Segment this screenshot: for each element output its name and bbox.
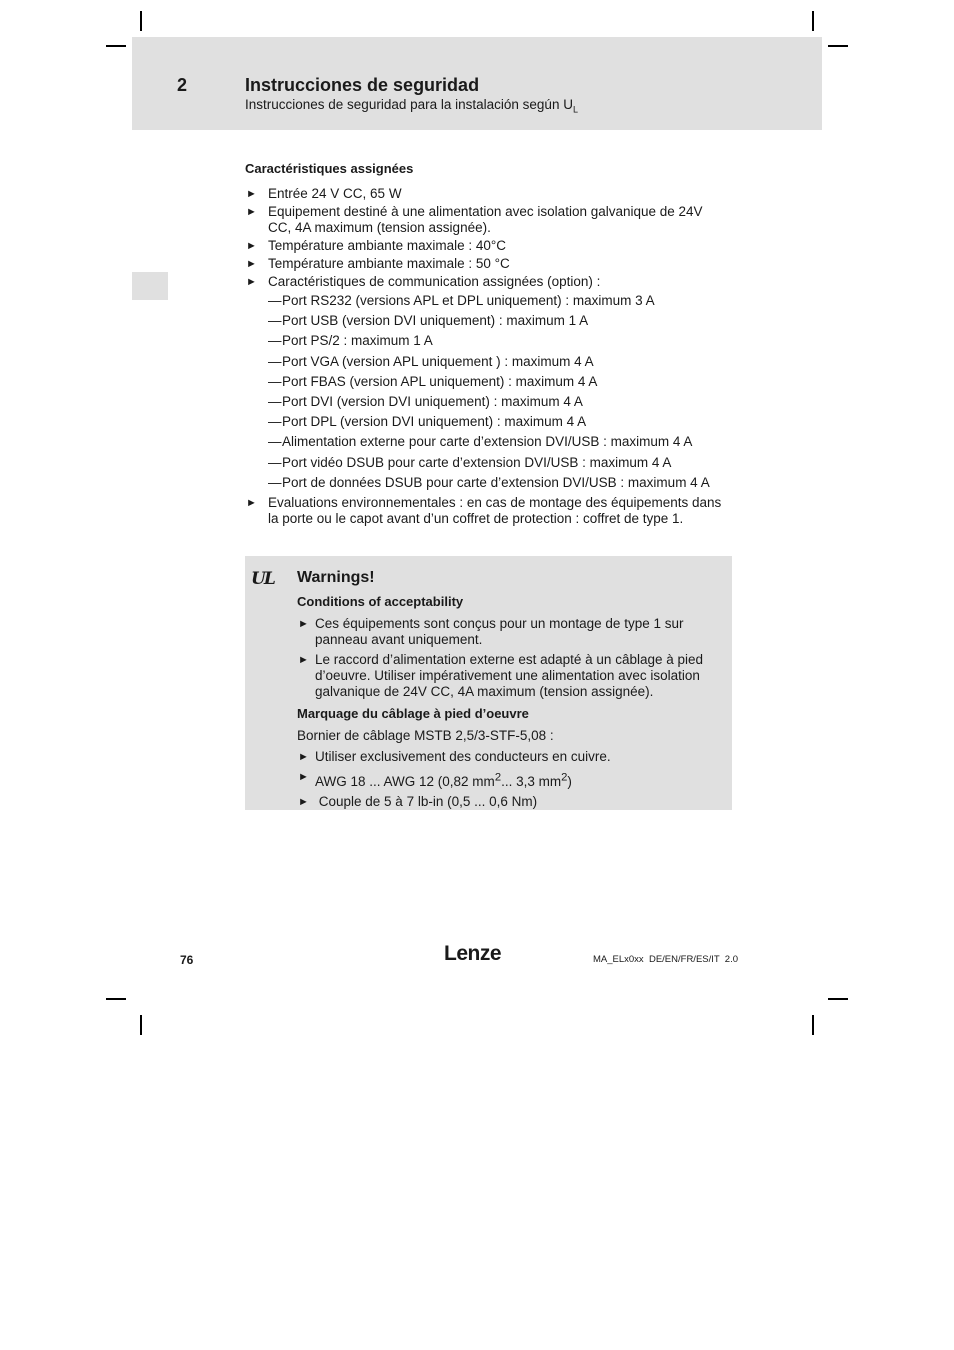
list-item-text: Equipement destiné à une alimentation avec isolation galvanique de 24V CC, 4A maximum (tension assignée). <box>268 204 703 235</box>
list-item <box>245 238 725 254</box>
port-item-text: Port de données DSUB pour carte d’extension DVI/USB : maximum 4 A <box>282 474 710 490</box>
list-item-text: Evaluations environnementales : en cas de montage des équipements dans la porte ou le capot avant d’un coffret de protection : coffret de type 1. <box>268 494 722 526</box>
list-item-text: Le raccord d’alimentation externe est adapté à un câblage à pied d’oeuvre. Utiliser impérativement une alimentation avec isolation galvanique de 24V CC, 4A maximum (tension assignée). <box>315 652 704 699</box>
crop-mark-top-right-v <box>812 11 814 31</box>
port-item <box>268 414 725 430</box>
port-item <box>268 374 725 390</box>
terminal-block-text: Bornier de câblage MSTB 2,5/3-STF-5,08 : <box>297 728 554 743</box>
crop-mark-bottom-left-v <box>140 1015 142 1035</box>
arrow-bullet-icon: ► <box>246 240 257 252</box>
awg-part: ) <box>567 773 572 789</box>
port-item <box>268 434 725 450</box>
port-item-text: Port DPL (version DVI uniquement) : maximum 4 A <box>282 414 587 430</box>
arrow-bullet-icon: ► <box>246 206 257 218</box>
arrow-bullet-icon: ► <box>246 276 257 288</box>
list-item <box>245 256 725 272</box>
list-item-text: Caractéristiques de communication assignées (option) : <box>268 274 601 289</box>
arrow-bullet-icon: ► <box>246 188 257 200</box>
awg-text <box>315 771 572 789</box>
port-item <box>268 293 725 309</box>
wiring-list <box>297 749 727 810</box>
port-item <box>268 455 725 471</box>
list-item-text: Ces équipements sont conçus pour un montage de type 1 sur panneau avant uniquement. <box>315 616 684 647</box>
dash-bullet-icon: — <box>268 373 282 389</box>
arrow-bullet-icon: ► <box>246 258 257 270</box>
port-item <box>268 313 725 329</box>
dash-bullet-icon: — <box>268 414 282 430</box>
dash-bullet-icon: — <box>268 293 282 308</box>
dash-bullet-icon: — <box>268 333 282 349</box>
dash-bullet-icon: — <box>268 434 282 450</box>
port-item-text: Port RS232 (versions APL et DPL uniquement) : maximum 3 A <box>282 293 655 308</box>
crop-mark-bottom-right-v <box>812 1015 814 1035</box>
list-item-text: Utiliser exclusivement des conducteurs en cuivre. <box>315 749 611 764</box>
port-item-text: Alimentation externe pour carte d’extension DVI/USB : maximum 4 A <box>282 434 693 450</box>
warning-body <box>297 570 727 814</box>
chapter-title: Instrucciones de seguridad <box>245 75 480 95</box>
page-number: 76 <box>180 953 194 967</box>
lenze-logo: Lenze <box>444 942 502 965</box>
awg-superscript: 2 <box>494 771 502 783</box>
port-item-text: Port PS/2 : maximum 1 A <box>282 333 433 349</box>
chapter-subtitle <box>245 97 578 115</box>
arrow-bullet-icon: ► <box>298 654 309 666</box>
dash-bullet-icon: — <box>268 313 282 329</box>
wiring-heading: Marquage du câblage à pied d’oeuvre <box>297 706 529 721</box>
port-item <box>268 475 725 491</box>
awg-part: AWG 18 ... AWG 12 (0,82 mm <box>315 773 495 789</box>
dash-bullet-icon: — <box>268 353 282 369</box>
list-item <box>297 616 727 648</box>
dash-bullet-icon: — <box>268 393 282 409</box>
port-item-text: Port VGA (version APL uniquement ) : maximum 4 A <box>282 353 594 369</box>
list-item <box>297 749 727 765</box>
list-item <box>297 794 727 810</box>
port-item-text: Port FBAS (version APL uniquement) : maximum 4 A <box>282 373 598 389</box>
side-thumb-tab <box>132 272 168 300</box>
list-item-text: Température ambiante maximale : 50 °C <box>268 256 510 271</box>
list-item-text: Entrée 24 V CC, 65 W <box>268 186 402 201</box>
list-item <box>245 186 725 202</box>
ratings-section <box>245 161 725 529</box>
arrow-bullet-icon: ► <box>298 795 309 808</box>
port-item-text: Port vidéo DSUB pour carte d’extension DVI/USB : maximum 4 A <box>282 454 672 470</box>
crop-mark-top-right-h <box>828 45 848 47</box>
list-item <box>297 652 727 700</box>
document-reference: MA_ELx0xx DE/EN/FR/ES/IT 2.0 <box>593 954 739 965</box>
warning-title: Warnings! <box>297 569 375 586</box>
ul-listed-icon <box>251 568 277 588</box>
dash-bullet-icon: — <box>268 474 282 490</box>
chapter-number: 2 <box>177 75 188 95</box>
ratings-list <box>245 186 725 527</box>
list-item <box>245 274 725 491</box>
crop-mark-bottom-left-h <box>106 998 126 1000</box>
svg-text:UL: UL <box>251 569 274 588</box>
ratings-heading: Caractéristiques assignées <box>245 161 414 176</box>
awg-part: ... 3,3 mm <box>501 773 562 789</box>
list-item-text: Température ambiante maximale : 40°C <box>268 238 507 253</box>
ports-list <box>268 293 725 491</box>
crop-mark-top-left-h <box>106 45 126 47</box>
list-item <box>297 769 727 790</box>
list-item-text: Couple de 5 à 7 lb-in (0,5 ... 0,6 Nm) <box>315 793 538 809</box>
awg-superscript: 2 <box>561 771 568 783</box>
arrow-bullet-icon: ► <box>246 496 257 509</box>
port-item <box>268 333 725 349</box>
arrow-bullet-icon: ► <box>298 751 309 763</box>
port-item <box>268 354 725 370</box>
conditions-heading: Conditions of acceptability <box>297 594 464 609</box>
chapter-subtitle-text: Instrucciones de seguridad para la instalación según U <box>245 97 573 112</box>
port-item <box>268 394 725 410</box>
conditions-list <box>297 616 727 700</box>
list-item <box>245 495 725 527</box>
arrow-bullet-icon: ► <box>298 771 309 783</box>
crop-mark-top-left-v <box>140 11 142 31</box>
port-item-text: Port USB (version DVI uniquement) : maximum 1 A <box>282 313 589 329</box>
list-item <box>245 204 725 236</box>
arrow-bullet-icon: ► <box>298 618 309 630</box>
dash-bullet-icon: — <box>268 454 282 470</box>
crop-mark-bottom-right-h <box>828 998 848 1000</box>
port-item-text: Port DVI (version DVI uniquement) : maximum 4 A <box>282 393 583 409</box>
chapter-subtitle-subscript: L <box>572 104 578 115</box>
